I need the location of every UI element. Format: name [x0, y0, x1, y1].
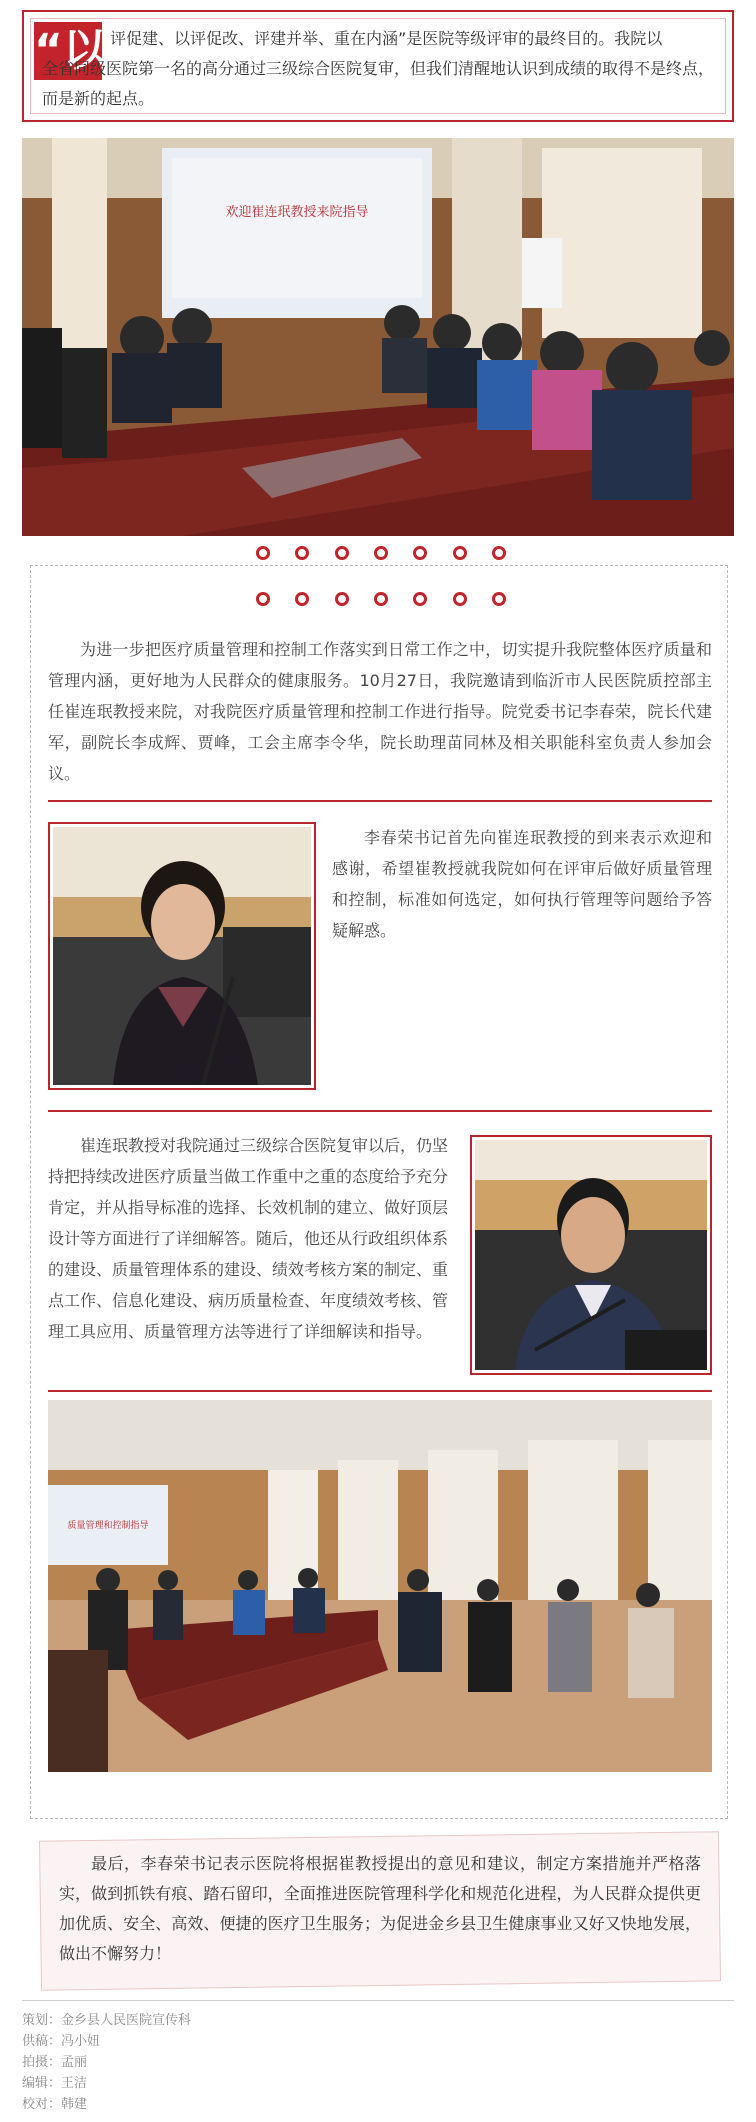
credit-planning: 策划：金乡县人民医院宣传科 — [22, 2013, 192, 2028]
credit-editor: 编辑：王洁 — [22, 2076, 88, 2091]
article-paragraph-1: 为进一步把医疗质量管理和控制工作落实到日常工作之中，切实提升我院整体医疗质量和管理内涵，更好地为人民群众的健康服务。10月27日，我院邀请到临沂市人民医院质控部主任崔连珉教授来院，对我院医疗质量管理和控制工作进行指导。院党委书记李春荣，院长代建军，副院长李成辉、贾峰，工会主席李令华，院长助理苗同林及相关职能科室负责人参加会议。 — [48, 640, 712, 783]
dot-ornament — [413, 592, 427, 606]
screen-caption-top: 欢迎崔连珉教授来院指导 — [225, 205, 369, 220]
dot-ornament — [374, 592, 388, 606]
credit-proofreader: 校对：韩建 — [22, 2097, 88, 2112]
speaker-photo-frame-1 — [48, 822, 316, 1090]
credit-contributor: 供稿：冯小妞 — [22, 2034, 101, 2049]
speaker-photo-frame-2 — [470, 1135, 712, 1375]
dot-ornament — [374, 546, 388, 560]
section-divider — [48, 1110, 712, 1112]
speaker-photo-cui — [475, 1140, 707, 1370]
dot-ornament — [453, 592, 467, 606]
article-paragraph-3: 崔连珉教授对我院通过三级综合医院复审以后，仍坚持把持续改进医疗质量当做工作重中之重的态度给予充分肯定，并从指导标准的选择、长效机制的建立、做好顶层设计等方面进行了详细解答。随后，他还从行政组织体系的建设、质量管理体系的建设、绩效考核方案的制定、重点工作、信息化建设、病历质量检查、年度绩效考核、管理工具应用、质量管理方法等进行了详细解读和指导。 — [48, 1136, 449, 1341]
dot-ornament — [335, 546, 349, 560]
dot-ornament — [295, 546, 309, 560]
closing-text: 最后，李春荣书记表示医院将根据崔教授提出的意见和建议，制定方案措施并严格落实，做到抓铁有痕、踏石留印，全面推进医院管理科学化和规范化进程，为人民群众提供更加优质、安全、高效、便捷的医疗卫生服务；为促进金乡县卫生健康事业又好又快地发展，做出不懈努力！ — [58, 1854, 701, 1964]
closing-box — [39, 1831, 721, 1990]
dot-ornament — [413, 546, 427, 560]
speaker-photo-li — [53, 827, 311, 1085]
screen-caption-bottom: 质量管理和控制指导 — [67, 1521, 149, 1531]
dot-ornament — [335, 592, 349, 606]
dot-ornament — [453, 546, 467, 560]
section-divider — [48, 800, 712, 802]
credits — [22, 2010, 191, 2115]
dot-ornament — [492, 546, 506, 560]
speaker-photo-cui-image — [475, 1140, 707, 1370]
dot-ornament — [492, 592, 506, 606]
intro-text-rest: 全省同级医院第一名的高分通过三级综合医院复审，但我们清醒地认识到成绩的取得不是终点，而是新的起点。 — [42, 59, 715, 108]
meeting-photo-bottom-image — [48, 1400, 712, 1772]
intro-line-1: 评促建、以评促改、评建并举、重在内涵”是医院等级评审的最终目的。我院以 — [110, 29, 663, 48]
meeting-photo-bottom — [48, 1400, 712, 1772]
intro-quote-box — [22, 10, 734, 122]
article-paragraph-2: 李春荣书记首先向崔连珉教授的到来表示欢迎和感谢，希望崔教授就我院如何在评审后做好质量管理和控制，标准如何选定，如何执行管理等问题给予答疑解惑。 — [332, 828, 712, 940]
dot-row-2 — [256, 592, 506, 614]
section-divider — [48, 1390, 712, 1392]
meeting-photo-top — [22, 138, 734, 536]
dot-ornament — [295, 592, 309, 606]
dot-ornament — [256, 546, 270, 560]
dot-ornament — [256, 592, 270, 606]
footer-divider — [22, 2000, 734, 2001]
quote-badge: “以 — [34, 22, 102, 80]
intro-text — [110, 24, 714, 54]
meeting-photo-top-image — [22, 138, 734, 536]
speaker-photo-li-image — [53, 827, 311, 1085]
credit-photography: 拍摄：孟丽 — [22, 2055, 88, 2070]
